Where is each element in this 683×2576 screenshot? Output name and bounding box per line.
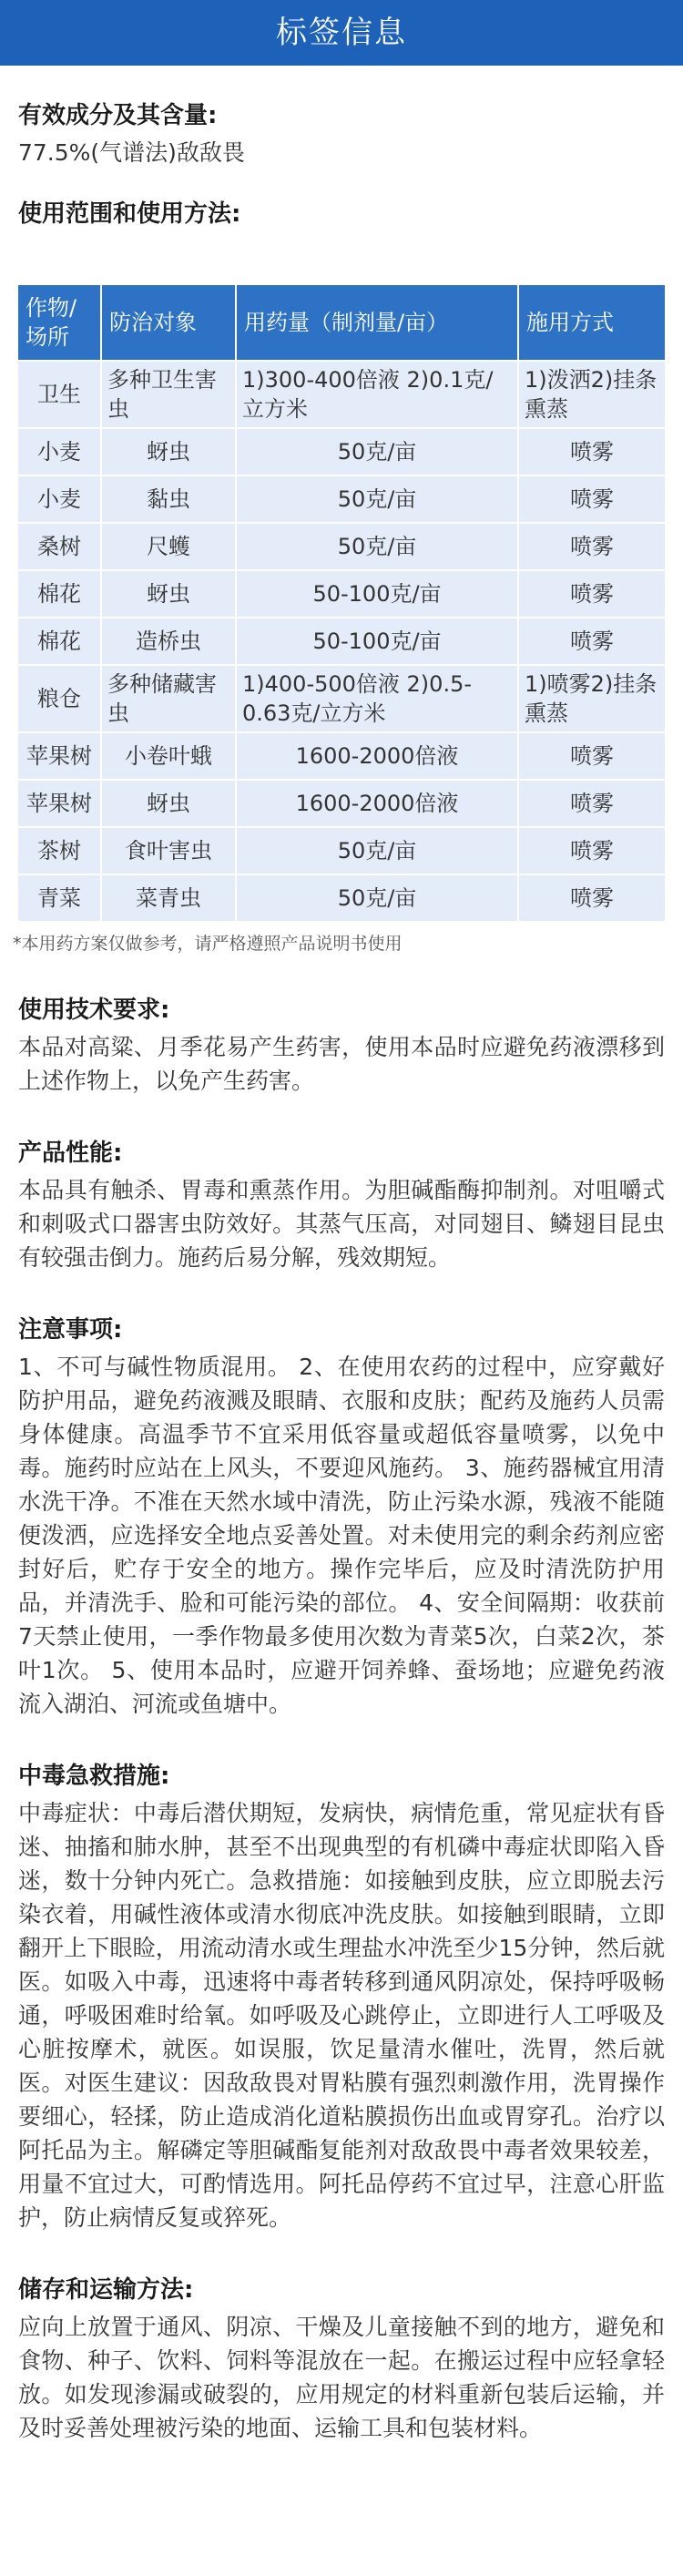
performance-title: 产品性能: bbox=[18, 1140, 123, 1167]
table-row bbox=[17, 361, 666, 428]
col-crop: 作物/场所 bbox=[17, 284, 101, 361]
cell-dosage: 1)300-400倍液 2)0.1克/立方米 bbox=[236, 361, 518, 428]
technique-text: 本品对高粱、月季花易产生药害，使用本品时应避免药液漂移到上述作物上，以免产生药害。 bbox=[18, 1034, 665, 1094]
table-row bbox=[17, 570, 666, 618]
usage-table bbox=[16, 283, 667, 923]
cell-dosage: 50克/亩 bbox=[236, 428, 518, 475]
cell-method: 喷雾 bbox=[518, 428, 666, 475]
cell-method: 喷雾 bbox=[518, 523, 666, 570]
table-row bbox=[17, 780, 666, 827]
table-row bbox=[17, 523, 666, 570]
cell-dosage: 50克/亩 bbox=[236, 827, 518, 874]
cell-method: 喷雾 bbox=[518, 618, 666, 665]
col-method: 施用方式 bbox=[518, 284, 666, 361]
cell-crop: 小麦 bbox=[17, 428, 101, 475]
col-dosage: 用药量（制剂量/亩） bbox=[236, 284, 518, 361]
table-row bbox=[17, 827, 666, 874]
page-title: 标签信息 bbox=[276, 15, 407, 51]
cell-crop: 卫生 bbox=[17, 361, 101, 428]
cell-method: 1)喷雾2)挂条熏蒸 bbox=[518, 665, 666, 732]
cell-crop: 青菜 bbox=[17, 874, 101, 922]
table-row bbox=[17, 732, 666, 780]
usage-title: 使用范围和使用方法: bbox=[18, 200, 241, 228]
storage-title: 储存和运输方法: bbox=[18, 2276, 194, 2304]
cell-method: 喷雾 bbox=[518, 570, 666, 618]
cell-crop: 粮仓 bbox=[17, 665, 101, 732]
cell-dosage: 50-100克/亩 bbox=[236, 618, 518, 665]
cell-target: 多种卫生害虫 bbox=[101, 361, 236, 428]
cell-target: 多种储藏害虫 bbox=[101, 665, 236, 732]
cell-target: 造桥虫 bbox=[101, 618, 236, 665]
cell-dosage: 1600-2000倍液 bbox=[236, 780, 518, 827]
cell-dosage: 1)400-500倍液 2)0.5-0.63克/立方米 bbox=[236, 665, 518, 732]
cell-crop: 棉花 bbox=[17, 618, 101, 665]
cell-method: 喷雾 bbox=[518, 827, 666, 874]
cell-target: 尺蠖 bbox=[101, 523, 236, 570]
cell-dosage: 50-100克/亩 bbox=[236, 570, 518, 618]
performance-text: 本品具有触杀、胃毒和熏蒸作用。为胆碱酯酶抑制剂。对咀嚼式和刺吸式口器害虫防效好。其蒸气压高，对同翅目、鳞翅目昆虫有较强击倒力。施药后易分解，残效期短。 bbox=[18, 1177, 665, 1271]
cell-dosage: 1600-2000倍液 bbox=[236, 732, 518, 780]
cell-crop: 桑树 bbox=[17, 523, 101, 570]
cell-crop: 小麦 bbox=[17, 475, 101, 523]
cell-dosage: 50克/亩 bbox=[236, 523, 518, 570]
usage-table-header-row bbox=[17, 284, 666, 361]
cell-crop: 苹果树 bbox=[17, 780, 101, 827]
ingredient-value: 77.5%(气谱法)敌敌畏 bbox=[18, 139, 245, 166]
firstaid-title: 中毒急救措施: bbox=[18, 1763, 170, 1790]
cell-method: 1)泼洒2)挂条熏蒸 bbox=[518, 361, 666, 428]
cell-method: 喷雾 bbox=[518, 780, 666, 827]
table-row bbox=[17, 874, 666, 922]
cell-crop: 苹果树 bbox=[17, 732, 101, 780]
precautions-text: 1、不可与碱性物质混用。 2、在使用农药的过程中，应穿戴好防护用品，避免药液溅及眼睛、衣服和皮肤；配药及施药人员需身体健康。高温季节不宜采用低容量或超低容量喷雾，以免中毒。施药时应站在上风头，不要迎风施药。 3、施药器械宜用清水洗干净。不准在天然水域中清洗，防止污染水源，残液不能随便泼洒，应选择安全地点妥善处置。对未使用完的剩余药剂应密封好后，贮存于安全的地方。操作完毕后，应及时清洗防护用品，并清洗手、脸和可能污染的部位。 4、安全间隔期：收获前7天禁止使用，一季作物最多使用次数为青菜5次，白菜2次，茶叶1次。 5、使用本品时，应避开饲养蜂、蚕场地；应避免药液流入湖泊、河流或鱼塘中。 bbox=[18, 1354, 665, 1717]
ingredient-title: 有效成分及其含量: bbox=[18, 102, 218, 129]
cell-target: 蚜虫 bbox=[101, 570, 236, 618]
storage-text: 应向上放置于通风、阴凉、干燥及儿童接触不到的地方，避免和食物、种子、饮料、饲料等混放在一起。在搬运过程中应轻拿轻放。如发现渗漏或破裂的，应用规定的材料重新包装后运输，并及时妥善处理被污染的地面、运输工具和包装材料。 bbox=[18, 2314, 665, 2441]
precautions-title: 注意事项: bbox=[18, 1316, 123, 1344]
table-row bbox=[17, 665, 666, 732]
cell-target: 蚜虫 bbox=[101, 428, 236, 475]
table-row bbox=[17, 428, 666, 475]
firstaid-text: 中毒症状：中毒后潜伏期短，发病快，病情危重，常见症状有昏迷、抽搐和肺水肿，甚至不出现典型的有机磷中毒症状即陷入昏迷，数十分钟内死亡。急救措施：如接触到皮肤，应立即脱去污染衣着，用碱性液体或清水彻底冲洗皮肤。如接触到眼睛，立即翻开上下眼睑，用流动清水或生理盐水冲洗至少15分钟，然后就医。如吸入中毒，迅速将中毒者转移到通风阴凉处，保持呼吸畅通，呼吸困难时给氧。如呼吸及心跳停止，立即进行人工呼吸及心脏按摩术，就医。如误服，饮足量清水催吐，洗胃，然后就医。对医生建议：因敌敌畏对胃粘膜有强烈刺激作用，洗胃操作要细心，轻揉，防止造成消化道粘膜损伤出血或胃穿孔。治疗以阿托品为主。解磷定等胆碱酯复能剂对敌敌畏中毒者效果较差，用量不宜过大，可酌情选用。阿托品停药不宜过早，注意心肝监护，防止病情反复或猝死。 bbox=[18, 1800, 665, 2231]
table-row bbox=[17, 475, 666, 523]
usage-footnote: *本用药方案仅做参考，请严格遵照产品说明书使用 bbox=[13, 934, 403, 954]
cell-method: 喷雾 bbox=[518, 732, 666, 780]
cell-target: 黏虫 bbox=[101, 475, 236, 523]
cell-target: 食叶害虫 bbox=[101, 827, 236, 874]
cell-target: 菜青虫 bbox=[101, 874, 236, 922]
cell-target: 蚜虫 bbox=[101, 780, 236, 827]
technique-title: 使用技术要求: bbox=[18, 997, 170, 1024]
cell-crop: 茶树 bbox=[17, 827, 101, 874]
cell-crop: 棉花 bbox=[17, 570, 101, 618]
col-target: 防治对象 bbox=[101, 284, 236, 361]
table-row bbox=[17, 618, 666, 665]
page-header bbox=[0, 0, 683, 66]
cell-target: 小卷叶蛾 bbox=[101, 732, 236, 780]
cell-method: 喷雾 bbox=[518, 475, 666, 523]
cell-method: 喷雾 bbox=[518, 874, 666, 922]
cell-dosage: 50克/亩 bbox=[236, 475, 518, 523]
cell-dosage: 50克/亩 bbox=[236, 874, 518, 922]
